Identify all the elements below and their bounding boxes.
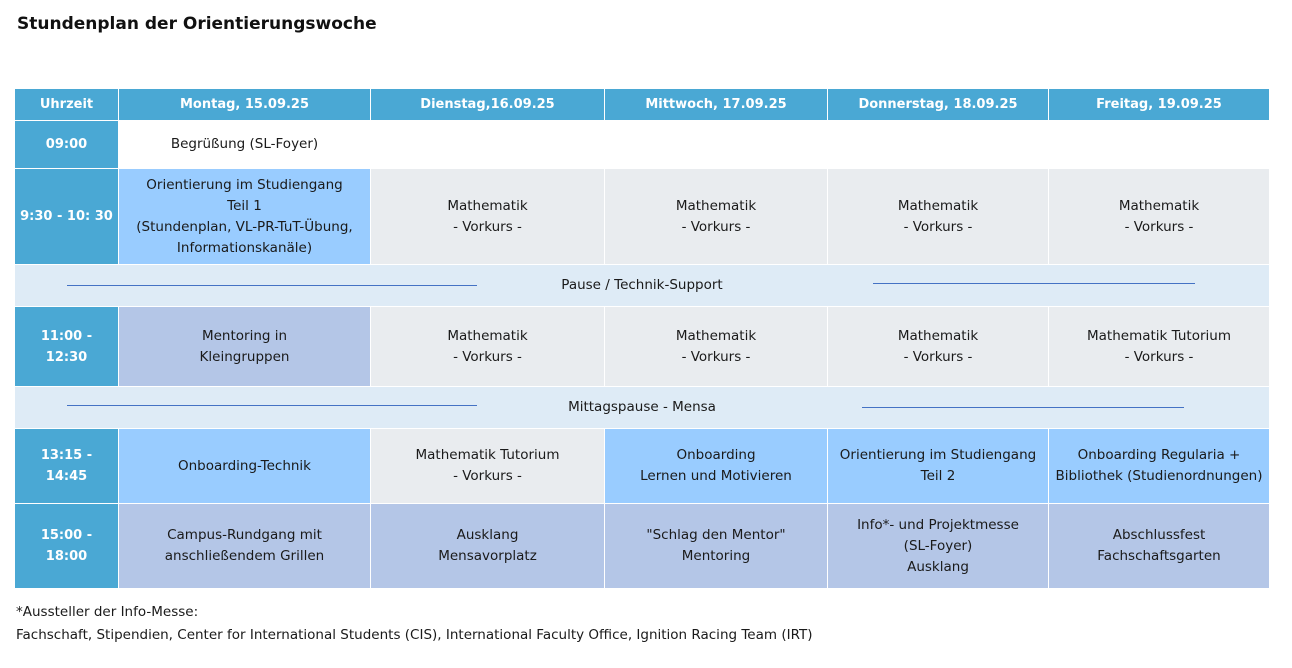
- cell-tue-1100: [371, 307, 605, 387]
- cell-line: - Vorkurs -: [1124, 348, 1194, 365]
- cell-line: Abschlussfest: [1112, 527, 1206, 543]
- cell-line: - Vorkurs -: [453, 218, 522, 235]
- footnote: [16, 601, 813, 647]
- row-1315: [15, 429, 1270, 504]
- time-cell: 09:00: [15, 121, 119, 169]
- pause-label: Pause / Technik-Support: [561, 277, 723, 293]
- time-cell: 9:30 - 10: 30: [15, 169, 119, 265]
- cell-mon-0930: [119, 169, 371, 265]
- cell-wed-1315: [605, 429, 828, 504]
- header-montag: Montag, 15.09.25: [119, 89, 371, 121]
- cell-line: - Vorkurs -: [1124, 218, 1194, 235]
- cell-line: - Vorkurs -: [903, 348, 973, 365]
- cell-line: Mathematik: [447, 197, 528, 214]
- header-uhrzeit: Uhrzeit: [15, 89, 119, 121]
- cell-line: Ausklang: [456, 527, 519, 543]
- cell-line: Ausklang: [907, 558, 969, 575]
- cell-line: Teil 1: [227, 197, 262, 214]
- cell-mon-1315: [119, 429, 371, 504]
- cell-line: Fachschaftsgarten: [1097, 548, 1221, 564]
- cell-line: Mathematik Tutorium: [415, 447, 560, 463]
- cell-tue-1500: [371, 504, 605, 589]
- cell-line: - Vorkurs -: [453, 348, 522, 365]
- header-freitag: Freitag, 19.09.25: [1049, 89, 1270, 121]
- schedule-table: [14, 88, 1270, 589]
- cell-line: - Vorkurs -: [681, 218, 751, 235]
- cell-line: Orientierung im Studiengang: [146, 176, 343, 193]
- cell-line: Mathematik: [447, 327, 528, 344]
- cell-line: Onboarding-Technik: [177, 457, 312, 474]
- header-dienstag: Dienstag,16.09.25: [371, 89, 605, 121]
- cell-line: Orientierung im Studiengang: [839, 447, 1037, 463]
- time-cell: 13:15 - 14:45: [15, 429, 119, 504]
- cell-wed-0900: [605, 121, 828, 169]
- cell-thu-1500: [828, 504, 1049, 589]
- cell-fri-1315: [1049, 429, 1270, 504]
- cell-wed-0930: [605, 169, 828, 265]
- cell-line: Lernen und Motivieren: [640, 468, 792, 484]
- header-donnerstag: Donnerstag, 18.09.25: [828, 89, 1049, 121]
- cell-line: Bibliothek (Studienordnungen): [1055, 468, 1263, 484]
- cell-line: (Stundenplan, VL-PR-TuT-Übung,: [136, 218, 353, 235]
- cell-fri-1100: [1049, 307, 1270, 387]
- cell-tue-0900: [371, 121, 605, 169]
- row-0930: [15, 169, 1270, 265]
- cell-fri-1500: [1049, 504, 1270, 589]
- cell-line: Info*- und Projektmesse: [857, 516, 1019, 533]
- header-mittwoch: Mittwoch, 17.09.25: [605, 89, 828, 121]
- cell-mon-1100: [119, 307, 371, 387]
- cell-mon-1500: [119, 504, 371, 589]
- row-1500: [15, 504, 1270, 589]
- cell-wed-1500: [605, 504, 828, 589]
- cell-line: Mentoring in: [201, 327, 288, 344]
- pause-cell: [15, 265, 1270, 307]
- cell-line: Mathematik Tutorium: [1087, 327, 1231, 344]
- cell-line: Mathematik: [675, 327, 757, 344]
- row-pause1: [15, 265, 1270, 307]
- cell-line: "Schlag den Mentor": [646, 527, 786, 543]
- cell-tue-0930: [371, 169, 605, 265]
- cell-thu-1100: [828, 307, 1049, 387]
- cell-line: - Vorkurs -: [903, 218, 973, 235]
- cell-line: (SL-Foyer): [903, 537, 973, 554]
- cell-tue-1315: [371, 429, 605, 504]
- cell-line: - Vorkurs -: [681, 348, 751, 365]
- cell-line: Mathematik: [897, 197, 979, 214]
- row-pause2: [15, 387, 1270, 429]
- cell-line: Informationskanäle): [176, 239, 313, 256]
- lunch-cell: [15, 387, 1270, 429]
- lunch-label: Mittagspause - Mensa: [568, 399, 716, 415]
- lunch-line-left: [67, 405, 477, 406]
- footnote-exhibitors: Fachschaft, Stipendien, Center for International Students (CIS), International Faculty Office, Ignition Racing Team (IRT): [16, 627, 813, 643]
- cell-thu-0900: [828, 121, 1049, 169]
- cell-line: Mathematik: [675, 197, 757, 214]
- cell-line: Kleingruppen: [199, 348, 290, 365]
- cell-mon-0900: Begrüßung (SL-Foyer): [119, 121, 371, 169]
- page-title: Stundenplan der Orientierungswoche: [17, 14, 377, 34]
- time-cell: 15:00 - 18:00: [15, 504, 119, 589]
- time-cell: 11:00 - 12:30: [15, 307, 119, 387]
- cell-fri-0900: [1049, 121, 1270, 169]
- cell-line: Mathematik: [1118, 197, 1200, 214]
- cell-line: Onboarding: [676, 447, 756, 463]
- header-row: [15, 89, 1270, 121]
- pause-line-left: [67, 285, 477, 286]
- cell-line: - Vorkurs -: [453, 468, 522, 484]
- footnote-heading: *Aussteller der Info-Messe:: [16, 604, 199, 620]
- cell-line: Teil 2: [920, 468, 956, 484]
- cell-line: Campus-Rundgang mit: [167, 527, 322, 543]
- cell-line: Onboarding Regularia +: [1077, 447, 1241, 463]
- cell-thu-1315: [828, 429, 1049, 504]
- lunch-line-right: [862, 407, 1184, 408]
- cell-wed-1100: [605, 307, 828, 387]
- pause-line-right: [873, 283, 1195, 284]
- cell-line: Mathematik: [897, 327, 979, 344]
- cell-line: Mentoring: [681, 548, 751, 564]
- cell-line: anschließendem Grillen: [164, 548, 325, 564]
- row-0900: [15, 121, 1270, 169]
- row-1100: [15, 307, 1270, 387]
- cell-line: Mensavorplatz: [438, 548, 537, 564]
- cell-thu-0930: [828, 169, 1049, 265]
- cell-fri-0930: [1049, 169, 1270, 265]
